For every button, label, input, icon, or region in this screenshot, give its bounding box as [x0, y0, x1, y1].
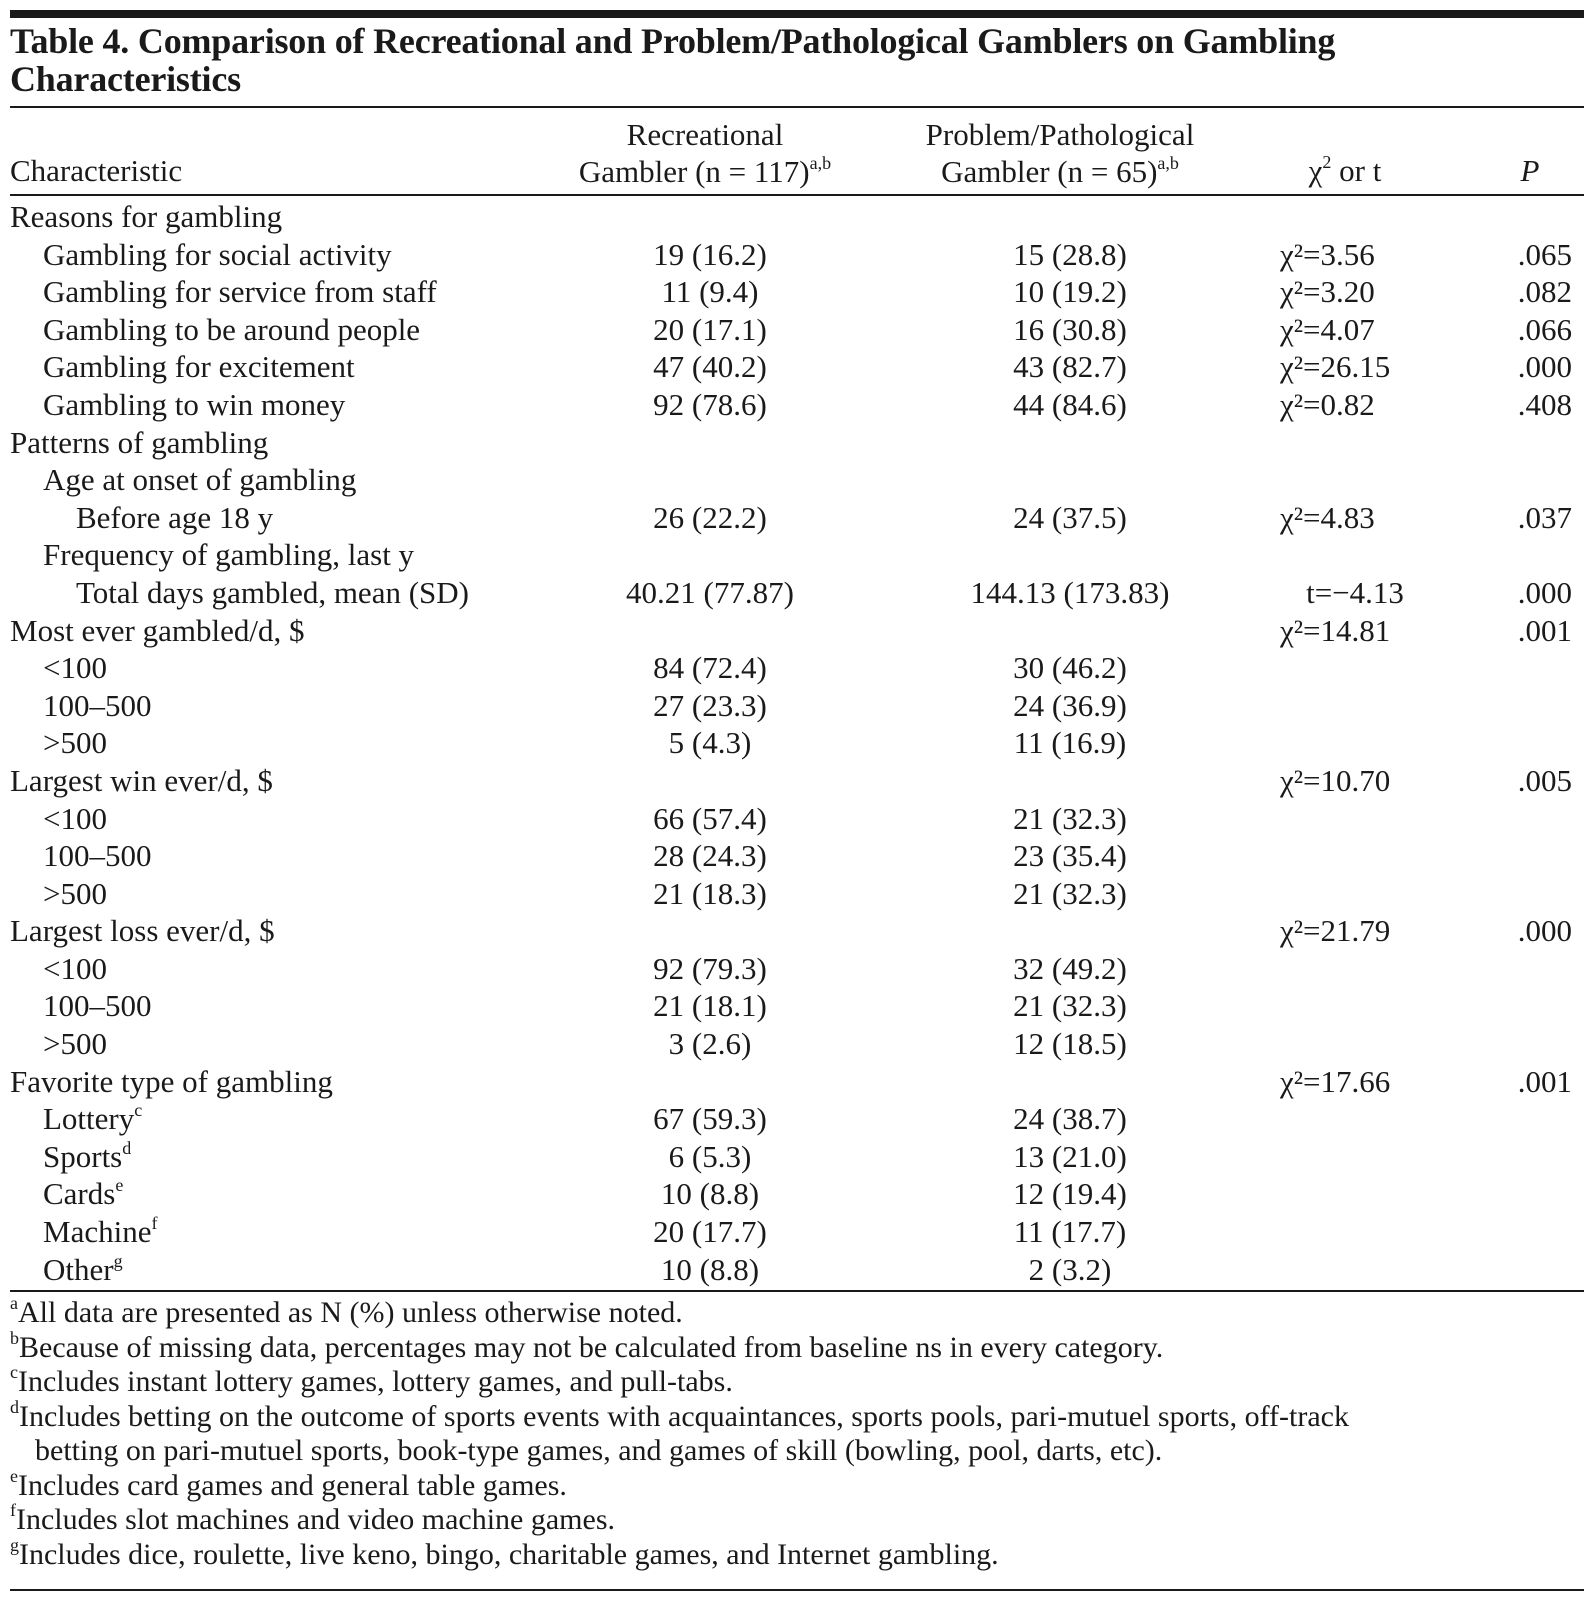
- recreational-value: 20 (17.7): [653, 1214, 767, 1250]
- footnote: [10, 1362, 1580, 1400]
- row-label-text: Patterns of gambling: [10, 424, 269, 460]
- recreational-value: 5 (4.3): [668, 725, 752, 761]
- footnote-text: Includes betting on the outcome of sports events with acquaintances, sports pools, pari-mutuel sports, off-track: [19, 1399, 1349, 1433]
- body-rule: [10, 1290, 1584, 1292]
- problem-value: 10 (19.2): [1013, 274, 1127, 310]
- footnote-text: All data are presented as N (%) unless otherwise noted.: [18, 1296, 683, 1329]
- header-chi: χ: [1308, 153, 1323, 188]
- row-label: [43, 687, 152, 725]
- table-row: [10, 875, 1584, 913]
- row-label: [43, 837, 152, 875]
- header-problem-line2: [895, 153, 1225, 190]
- table-row: [10, 687, 1584, 725]
- header-problem-line1: Problem/Pathological: [925, 117, 1195, 152]
- row-label: [43, 461, 356, 499]
- recreational-value: 11 (9.4): [661, 274, 759, 310]
- problem-value: 24 (37.5): [1013, 499, 1127, 535]
- statistic-value: χ²=0.82: [1280, 386, 1375, 422]
- recreational-value: 67 (59.3): [653, 1101, 767, 1137]
- recreational-value: 26 (22.2): [653, 499, 767, 535]
- table-row: [10, 536, 1584, 574]
- row-label-text: Total days gambled, mean (SD): [76, 574, 469, 610]
- problem-value: 16 (30.8): [1013, 311, 1127, 347]
- row-label: [10, 424, 268, 462]
- p-value: .037: [1517, 499, 1572, 535]
- header-recreational-line2: [545, 153, 865, 190]
- table-row: [10, 1213, 1584, 1251]
- table-row: [10, 649, 1584, 687]
- recreational-value: 47 (40.2): [653, 349, 767, 385]
- problem-value: 21 (32.3): [1013, 988, 1127, 1024]
- row-label: [10, 612, 304, 650]
- row-label-text: >500: [43, 725, 107, 761]
- row-label: [43, 386, 345, 424]
- table-row: [10, 1025, 1584, 1063]
- row-label-text: Reasons for gambling: [10, 199, 283, 234]
- table-row: [10, 461, 1584, 499]
- row-label: [43, 236, 392, 274]
- footnote: [10, 1293, 1580, 1331]
- row-label: [43, 950, 107, 988]
- row-label-text: Sports: [43, 1138, 123, 1174]
- row-label: [43, 1251, 123, 1289]
- footnote: [10, 1465, 1580, 1504]
- footnote-text: betting on pari-mutuel sports, book-type games, and games of skill (bowling, pool, darts, etc).: [35, 1434, 1163, 1467]
- p-value: .000: [1517, 913, 1572, 949]
- footnote-mark: a: [10, 1293, 18, 1313]
- row-label-text: <100: [43, 950, 107, 986]
- header-p: P: [1520, 153, 1540, 188]
- recreational-value: 21 (18.1): [653, 988, 767, 1024]
- footnote: [10, 1534, 1580, 1573]
- problem-value: 24 (36.9): [1013, 687, 1127, 723]
- row-label: [43, 1100, 142, 1138]
- header-recreational-sup: a,b: [809, 153, 832, 173]
- header-characteristic: Characteristic: [10, 153, 183, 188]
- statistic-value: χ²=3.20: [1280, 274, 1375, 310]
- row-label-text: Other: [43, 1251, 114, 1287]
- row-label: [43, 536, 414, 574]
- p-value: .065: [1517, 236, 1572, 272]
- bottom-rule: [10, 1589, 1584, 1591]
- header-rule: [10, 194, 1584, 196]
- row-label: [43, 724, 107, 762]
- problem-value: 32 (49.2): [1013, 950, 1127, 986]
- row-label: [10, 762, 273, 800]
- footnote-text: Because of missing data, percentages may not be calculated from baseline ns in every category.: [19, 1330, 1164, 1364]
- row-label: [10, 1063, 333, 1101]
- row-label-text: Cards: [43, 1176, 116, 1212]
- recreational-value: 92 (79.3): [653, 950, 767, 986]
- table-row: [10, 198, 1584, 236]
- row-label: [43, 1175, 123, 1213]
- table-row: [10, 273, 1584, 311]
- recreational-value: 92 (78.6): [653, 386, 767, 422]
- problem-value: 12 (19.4): [1013, 1176, 1127, 1212]
- row-label-text: <100: [43, 650, 107, 686]
- table-row: [10, 386, 1584, 424]
- row-label: [43, 348, 355, 386]
- row-label: [43, 1138, 131, 1176]
- row-label: [43, 875, 107, 913]
- table-row: [10, 987, 1584, 1025]
- footnote: [10, 1434, 1580, 1469]
- table-row: [10, 1175, 1584, 1213]
- statistic-value: χ²=17.66: [1280, 1063, 1391, 1099]
- table-row: [10, 499, 1584, 537]
- header-statistic: [1285, 152, 1405, 189]
- footnote-text: Includes card games and general table games.: [18, 1468, 567, 1502]
- recreational-value: 6 (5.3): [668, 1138, 752, 1174]
- table-row: [10, 762, 1584, 800]
- row-label: [43, 800, 107, 838]
- recreational-value: 3 (2.6): [668, 1026, 752, 1062]
- table-row: [10, 348, 1584, 386]
- problem-value: 144.13 (173.83): [970, 574, 1170, 610]
- recreational-value: 27 (23.3): [653, 687, 767, 723]
- table-row: [10, 612, 1584, 650]
- row-label-footnote-mark: e: [115, 1175, 124, 1196]
- p-value: .066: [1517, 311, 1572, 347]
- row-label-footnote-mark: c: [134, 1100, 143, 1121]
- recreational-value: 40.21 (77.87): [626, 574, 794, 610]
- header-recreational: [545, 116, 865, 190]
- p-value: .001: [1517, 1063, 1572, 1099]
- header-problem: [895, 116, 1225, 190]
- footnote: [10, 1396, 1580, 1435]
- row-label-footnote-mark: d: [122, 1137, 132, 1158]
- header-chi-sup: 2: [1322, 152, 1332, 172]
- table-row: [10, 1251, 1584, 1289]
- p-value: .082: [1517, 274, 1572, 310]
- footnote: [10, 1500, 1580, 1538]
- footnote-mark: f: [10, 1500, 16, 1520]
- row-label-text: Gambling to be around people: [43, 311, 421, 347]
- p-value: .000: [1517, 349, 1572, 385]
- table-row: [10, 236, 1584, 274]
- statistic-value: χ²=3.56: [1280, 236, 1375, 272]
- recreational-value: 21 (18.3): [653, 875, 767, 911]
- table-title: Table 4. Comparison of Recreational and Problem/Pathological Gamblers on Gambling Characteristics: [10, 21, 1336, 99]
- table-row: [10, 1100, 1584, 1138]
- problem-value: 2 (3.2): [1028, 1251, 1112, 1287]
- statistic-value: χ²=4.07: [1280, 311, 1375, 347]
- statistic-value: t=−4.13: [1306, 574, 1404, 610]
- problem-value: 13 (21.0): [1013, 1138, 1127, 1174]
- statistic-value: χ²=26.15: [1280, 349, 1391, 385]
- row-label: [76, 499, 273, 537]
- table-row: [10, 837, 1584, 875]
- p-value: .408: [1517, 386, 1572, 422]
- footnote-mark: d: [10, 1396, 19, 1417]
- row-label: [10, 198, 282, 236]
- statistic-value: χ²=10.70: [1280, 762, 1391, 798]
- p-value: .001: [1517, 612, 1572, 648]
- row-label-text: Gambling to win money: [43, 386, 346, 422]
- recreational-value: 84 (72.4): [653, 650, 767, 686]
- problem-value: 21 (32.3): [1013, 875, 1127, 911]
- row-label: [10, 912, 275, 950]
- row-label: [76, 574, 469, 612]
- recreational-value: 19 (16.2): [653, 236, 767, 272]
- statistic-value: χ²=4.83: [1280, 499, 1375, 535]
- row-label-text: Gambling for excitement: [43, 349, 355, 385]
- row-label-text: Most ever gambled/d, $: [10, 612, 305, 648]
- row-label: [43, 273, 437, 311]
- problem-value: 15 (28.8): [1013, 236, 1127, 272]
- table-row: [10, 1138, 1584, 1176]
- row-label-text: >500: [43, 1026, 107, 1062]
- footnote-text: Includes slot machines and video machine games.: [16, 1503, 615, 1536]
- problem-value: 24 (38.7): [1013, 1101, 1127, 1137]
- table-row: [10, 574, 1584, 612]
- footnote-mark: g: [10, 1534, 19, 1555]
- statistic-value: χ²=21.79: [1280, 913, 1391, 949]
- row-label-text: Machine: [43, 1214, 152, 1250]
- footnote-mark: b: [10, 1327, 19, 1348]
- row-label-text: 100–500: [43, 988, 152, 1024]
- problem-value: 11 (16.9): [1013, 725, 1127, 761]
- row-label-text: Favorite type of gambling: [10, 1063, 333, 1099]
- table-row: [10, 800, 1584, 838]
- header-recreational-line1: Recreational: [626, 117, 784, 152]
- problem-value: 30 (46.2): [1013, 650, 1127, 686]
- title-rule: [10, 106, 1584, 108]
- row-label-text: >500: [43, 875, 107, 911]
- recreational-value: 20 (17.1): [653, 311, 767, 347]
- row-label: [43, 311, 420, 349]
- header-problem-sup: a,b: [1157, 153, 1179, 173]
- row-label-text: Gambling for social activity: [43, 236, 392, 272]
- p-value: .005: [1517, 762, 1572, 798]
- problem-value: 43 (82.7): [1013, 349, 1127, 385]
- p-value: .000: [1517, 574, 1572, 610]
- footnote-text: Includes dice, roulette, live keno, bingo, charitable games, and Internet gambling.: [19, 1537, 999, 1571]
- row-label-text: 100–500: [43, 838, 152, 874]
- footnote-text: Includes instant lottery games, lottery games, and pull-tabs.: [18, 1365, 733, 1398]
- problem-value: 21 (32.3): [1013, 800, 1127, 836]
- row-label-footnote-mark: f: [151, 1213, 158, 1234]
- header-recreational-n: Gambler (n = 117): [578, 154, 810, 189]
- row-label-text: Age at onset of gambling: [43, 462, 357, 498]
- problem-value: 23 (35.4): [1013, 838, 1127, 874]
- statistic-value: χ²=14.81: [1280, 612, 1391, 648]
- row-label: [43, 987, 152, 1025]
- row-label-text: 100–500: [43, 687, 152, 723]
- row-label-footnote-mark: g: [113, 1250, 123, 1271]
- table-row: [10, 1063, 1584, 1101]
- row-label-text: Largest loss ever/d, $: [10, 913, 275, 949]
- row-label: [43, 1025, 107, 1063]
- row-label-text: Gambling for service from staff: [43, 274, 437, 310]
- row-label: [43, 1213, 157, 1251]
- table-row: [10, 912, 1584, 950]
- footnote-mark: e: [10, 1465, 18, 1486]
- recreational-value: 28 (24.3): [653, 838, 767, 874]
- problem-value: 12 (18.5): [1013, 1026, 1127, 1062]
- top-rule: [10, 10, 1584, 18]
- table-body: [10, 198, 1584, 1288]
- table-row: [10, 311, 1584, 349]
- header-problem-n: Gambler (n = 65): [941, 154, 1158, 189]
- row-label-text: Largest win ever/d, $: [10, 762, 273, 798]
- row-label-text: Frequency of gambling, last y: [43, 537, 415, 573]
- recreational-value: 66 (57.4): [653, 800, 767, 836]
- problem-value: 11 (17.7): [1013, 1214, 1127, 1250]
- header-or-t: or t: [1331, 153, 1382, 188]
- row-label: [43, 649, 107, 687]
- table-row: [10, 724, 1584, 762]
- footnotes: [10, 1293, 1580, 1572]
- problem-value: 44 (84.6): [1013, 386, 1127, 422]
- recreational-value: 10 (8.8): [660, 1251, 760, 1287]
- footnote-mark: c: [10, 1362, 18, 1382]
- row-label-text: <100: [43, 800, 107, 836]
- row-label-text: Before age 18 y: [76, 499, 274, 535]
- table-row: [10, 424, 1584, 462]
- footnote: [10, 1327, 1580, 1366]
- recreational-value: 10 (8.8): [660, 1176, 760, 1212]
- row-label-text: Lottery: [43, 1101, 135, 1137]
- table-row: [10, 950, 1584, 988]
